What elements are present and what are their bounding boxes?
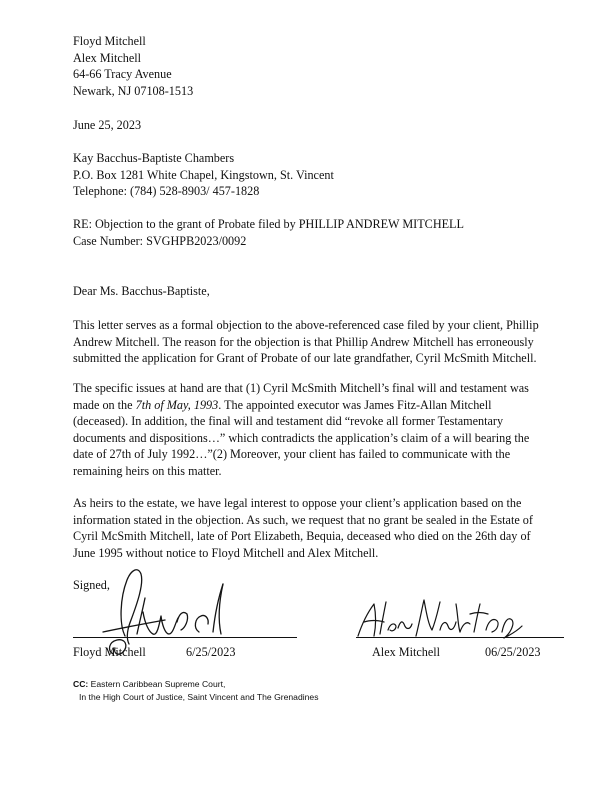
case-number: Case Number: SVGHPB2023/0092: [73, 233, 247, 248]
sender-street: 64-66 Tracy Avenue: [73, 67, 172, 81]
recipient-name: Kay Bacchus-Baptiste Chambers: [73, 151, 235, 165]
cc-block: [73, 678, 319, 704]
floyd-signature-line: [73, 637, 297, 638]
paragraph-line: [73, 397, 573, 414]
sender-address: [73, 33, 573, 99]
recipient-address-line: P.O. Box 1281 White Chapel, Kingstown, St. Vincent: [73, 167, 334, 182]
recipient-address: [73, 150, 573, 200]
floyd-sign-date: 6/25/2023: [186, 645, 236, 659]
paragraph-line: Andrew Mitchell. The reason for the objection is that Phillip Andrew Mitchell has erroneously: [73, 334, 534, 349]
paragraph-line: Cyril McSmith Mitchell, late of Port Elizabeth, Bequia, deceased who died on the 26th day of: [73, 529, 531, 544]
paragraph-line: (deceased). In addition, the final will and testament did “revoke all former Testamentary: [73, 414, 504, 429]
paragraph-line: documents and dispositions…” which contradicts the application’s claim of a will bearing the: [73, 430, 530, 445]
paragraph-line: The specific issues at hand are that (1) Cyril McSmith Mitchell’s final will and testament was: [73, 381, 529, 395]
alex-signature-line: [356, 637, 564, 638]
letter-date: June 25, 2023: [73, 118, 142, 132]
paragraph-3: [73, 495, 573, 561]
paragraph-line: June 1995 without notice to Floyd Mitchell and Alex Mitchell.: [73, 545, 379, 560]
recipient-phone: Telephone: (784) 528-8903/ 457-1828: [73, 184, 260, 198]
paragraph-line: information stated in the objection. As such, we request that no grant be sealed in the Estate of: [73, 512, 533, 527]
paragraph-line: This letter serves as a formal objection to the above-referenced case filed by your client, Phillip: [73, 318, 539, 332]
sender-name-2: Alex Mitchell: [73, 50, 142, 65]
sender-name-1: Floyd Mitchell: [73, 34, 146, 48]
salutation: Dear Ms. Bacchus-Baptiste,: [73, 284, 210, 298]
cc-line-1: [73, 678, 319, 691]
re-block: [73, 216, 573, 249]
cc-recipient-1: Eastern Caribbean Supreme Court,: [90, 679, 226, 689]
paragraph-line: submitted the application for Grant of Probate of our late grandfather, Cyril McSmith Mitchell.: [73, 351, 537, 366]
paragraph-line: As heirs to the estate, we have legal interest to oppose your client’s application based on the: [73, 496, 522, 510]
will-date-italic: 7th of May, 1993: [135, 397, 219, 412]
signed-label: Signed,: [73, 578, 110, 592]
paragraph-line: date of 27th of July 1992…”(2) Moreover, your client has failed to communicate with the: [73, 447, 511, 462]
cc-label: CC:: [73, 679, 89, 689]
re-subject: RE: Objection to the grant of Probate filed by PHILLIP ANDREW MITCHELL: [73, 217, 464, 231]
paragraph-2: [73, 380, 573, 480]
alex-sign-date: 06/25/2023: [485, 645, 541, 659]
text-run: . The appointed executor was James Fitz-Allan Mitchell: [218, 397, 492, 412]
paragraph-1: [73, 317, 573, 367]
text-run: made on the: [73, 397, 136, 412]
sender-city: Newark, NJ 07108-1513: [73, 83, 194, 98]
floyd-name: Floyd Mitchell: [73, 645, 146, 659]
paragraph-line: remaining heirs on this matter.: [73, 463, 222, 478]
cc-recipient-2: In the High Court of Justice, Saint Vincent and The Grenadines: [79, 692, 319, 702]
alex-name: Alex Mitchell: [372, 645, 441, 659]
